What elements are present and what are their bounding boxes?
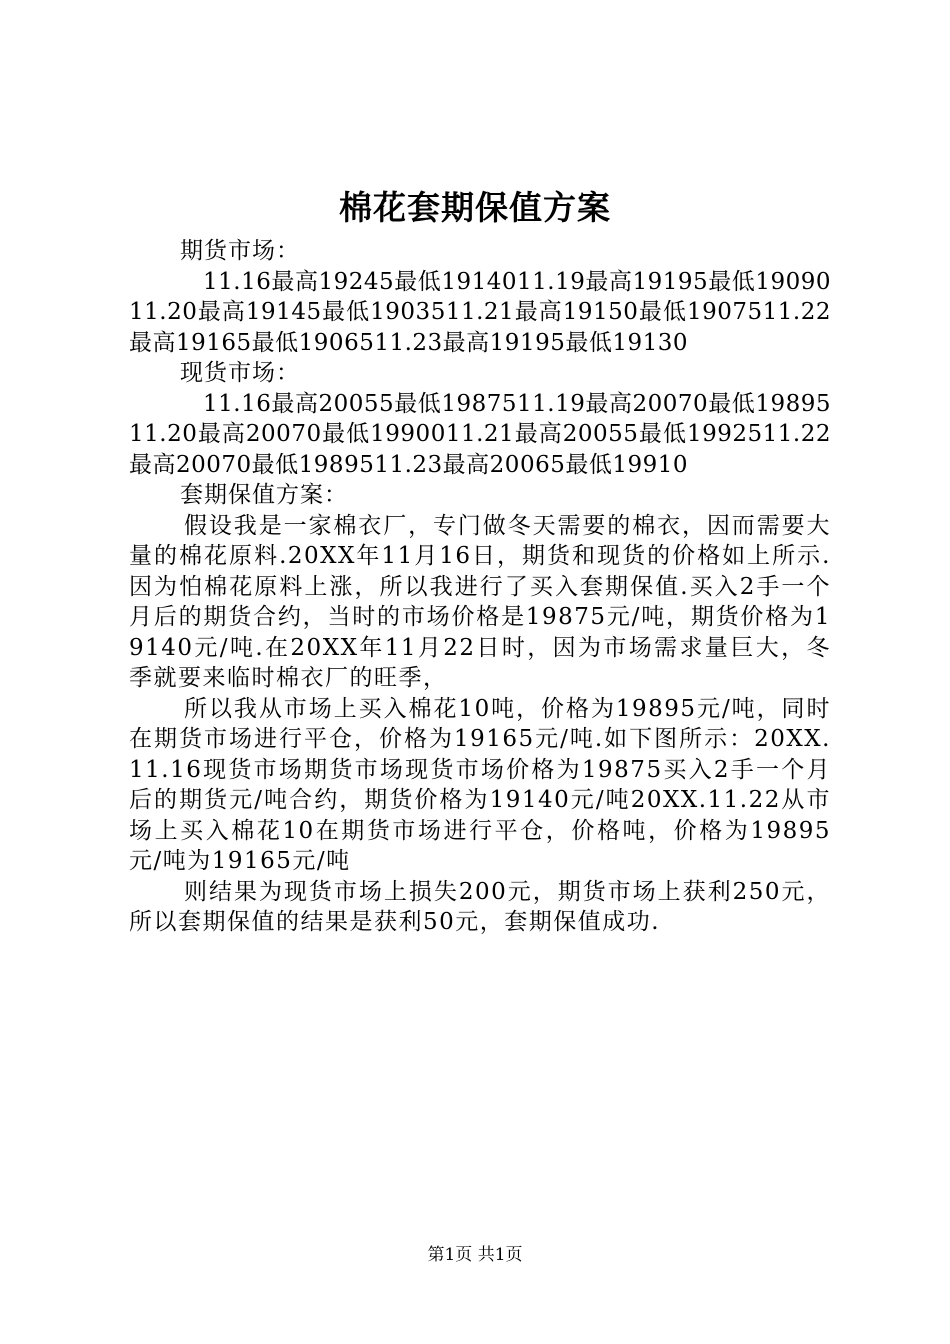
document-title: 棉花套期保值方案 bbox=[339, 188, 611, 227]
document-body bbox=[129, 236, 831, 938]
hedge-paragraph-2: 所以我从市场上买入棉花10吨，价格为19895元/吨，同时在期货市场进行平仓，价格为19165元/吨.如下图所示：20XX.11.16现货市场期货市场现货市场价格为19875买入2手一个月后的期货元/吨合约，期货价格为19140元/吨20XX.11.22从市场上买入棉花10在期货市场进行平仓，价格吨，价格为19895元/吨为19165元/吨 bbox=[129, 695, 831, 874]
hedge-plan-label: 套期保值方案： bbox=[180, 482, 348, 508]
hedge-result-paragraph: 则结果为现货市场上损失200元，期货市场上获利250元，所以套期保值的结果是获利50元，套期保值成功. bbox=[129, 878, 831, 935]
futures-market-label: 期货市场： bbox=[180, 238, 300, 264]
spot-market-label: 现货市场： bbox=[180, 360, 300, 386]
spot-market-data: 11.16最高20055最低1987511.19最高20070最低1989511.20最高20070最低1990011.21最高20055最低1992511.22最高20070最低1989511.23最高20065最低19910 bbox=[129, 390, 831, 478]
futures-market-data: 11.16最高19245最低1914011.19最高19195最低1909011.20最高19145最低1903511.21最高19150最低1907511.22最高19165最低1906511.23最高19195最低19130 bbox=[129, 268, 831, 356]
page-footer: 第1页 共1页 bbox=[427, 1245, 523, 1265]
hedge-paragraph-1: 假设我是一家棉衣厂，专门做冬天需要的棉衣，因而需要大量的棉花原料.20XX年11月16日，期货和现货的价格如上所示.因为怕棉花原料上涨，所以我进行了买入套期保值.买入2手一个月后的期货合约，当时的市场价格是19875元/吨，期货价格为19140元/吨.在20XX年11月22日时，因为市场需求量巨大，冬季就要来临时棉衣厂的旺季， bbox=[129, 512, 831, 691]
